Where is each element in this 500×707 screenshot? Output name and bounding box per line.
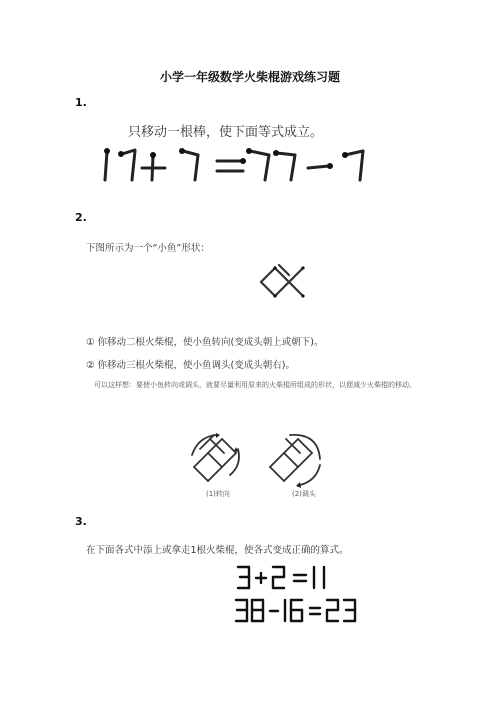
question-2-task-1: ① 你移动二根火柴棍，使小鱼转向(变成头朝上或朝下)。 <box>86 337 324 348</box>
question-2-hint: 可以这样想：要使小鱼转向或调头，就要尽量利用原来的火柴棍所组成的形状，以便减少火柴棍的移动。 <box>94 381 416 389</box>
equation-2-matchsticks <box>234 598 374 624</box>
figure-caption-1: (1)转向 <box>206 490 230 498</box>
question-3-number: 3. <box>75 515 87 528</box>
fish-figure <box>255 257 315 307</box>
page-title: 小学一年级数学火柴棍游戏练习题 <box>159 70 340 84</box>
question-1-number: 1. <box>75 96 87 109</box>
question-3-instruction: 在下面各式中添上或拿走1根火柴棍，使各式变成正确的算式。 <box>86 545 349 556</box>
question-2-number: 2. <box>75 211 87 224</box>
equation-2 <box>234 598 374 624</box>
question-1-equation <box>95 142 385 187</box>
equation-1 <box>236 565 356 591</box>
matchstick-equation-drawing <box>95 142 385 187</box>
question-2-intro: 下图所示为一个“小鱼”形状： <box>86 243 210 254</box>
question-2-task-2: ② 你移动三根火柴棍，使小鱼调头(变成头朝右)。 <box>86 360 295 371</box>
equation-1-matchsticks <box>236 565 356 591</box>
figure-caption-2: (2)调头 <box>292 490 316 498</box>
fish-drawing <box>255 257 315 307</box>
question-1-instruction: 只移动一根棒，使下面等式成立。 <box>128 125 324 140</box>
